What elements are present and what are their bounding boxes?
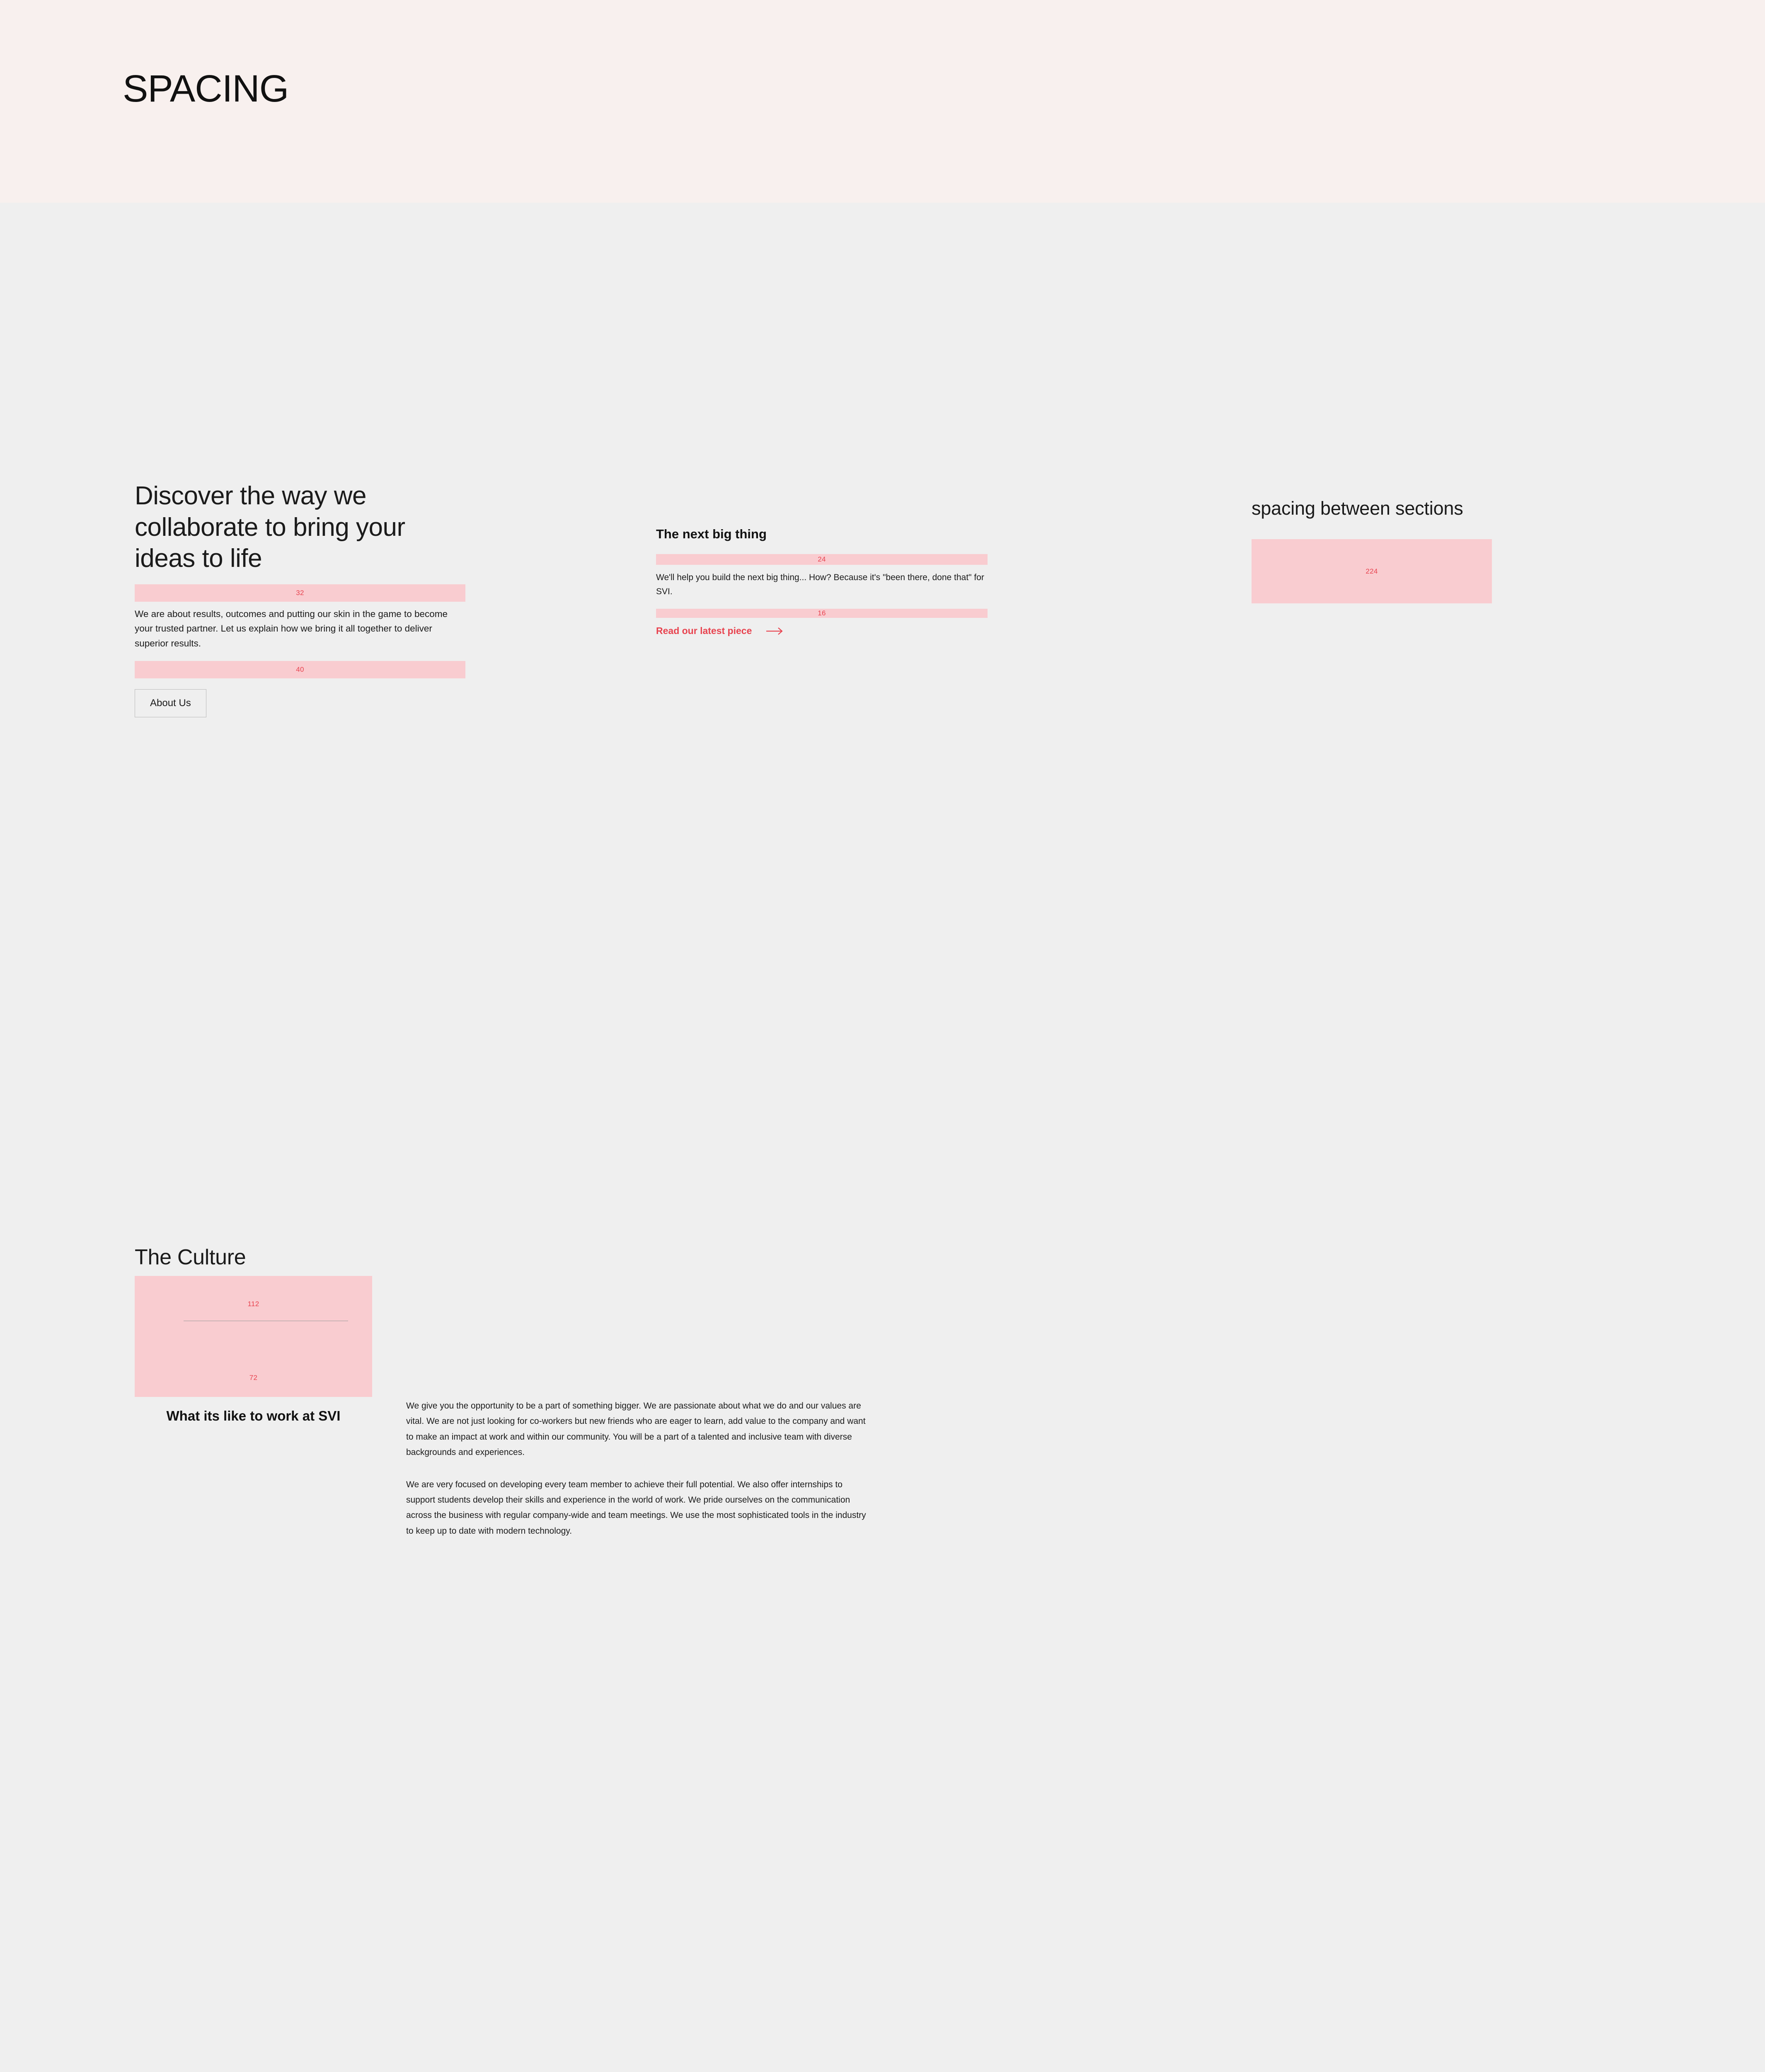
spacer-value: 72 <box>249 1374 258 1382</box>
spacer-value: 24 <box>818 555 826 564</box>
discover-heading: Discover the way we collaborate to bring your ideas to life <box>135 482 405 573</box>
spacer-value: 112 <box>247 1300 259 1308</box>
spacer-value: 32 <box>296 588 304 597</box>
section-homepage <box>0 1069 1765 1508</box>
spacing-between-sections-heading: spacing between sections <box>1252 498 1463 519</box>
spacer-value: 16 <box>818 609 826 617</box>
discover-body: We are about results, outcomes and putting our skin in the game to become your trusted partner. Let us explain how we bring it all together to deliver superior results. <box>135 608 448 649</box>
section-other-pages <box>0 1508 1765 1773</box>
page-body <box>0 203 1765 1873</box>
section-top-row <box>0 203 1765 709</box>
page-header <box>0 0 1765 203</box>
next-big-thing-body: We'll help you build the next big thing... How? Because it's "been there, done that" for SVI. <box>656 573 984 597</box>
spacer-value: 40 <box>296 665 304 673</box>
culture-paragraph: We are very focused on developing every team member to achieve their full potential. We also offer internships to support students develop their skills and experience in the world of work. We pride ourselves on the communication across the business with regular company-wide and team meetings. We use the most sophisticated tools in the industry to keep up to date with modern technology. <box>406 1479 866 1536</box>
section-culture <box>0 576 1765 1536</box>
culture-paragraph: We give you the opportunity to be a part of something bigger. We are passionate about what we do and our values are vital. We are not just looking for co-workers but new friends who are eager to learn, add value to the company and want to make an impact at work and within our community. You will be a part of a talented and inclusive team with diverse backgrounds and experiences. <box>406 1401 866 1457</box>
about-us-button[interactable]: About Us <box>135 689 206 717</box>
spacer-value: 224 <box>1366 567 1378 575</box>
spacer-24 <box>656 554 988 565</box>
culture-heading: The Culture <box>135 1245 246 1269</box>
next-big-thing-heading: The next big thing <box>656 527 767 541</box>
page-title: SPACING <box>123 68 289 110</box>
culture-caption: What its like to work at SVI <box>166 1408 341 1423</box>
read-latest-piece-label: Read our latest piece <box>656 625 752 637</box>
